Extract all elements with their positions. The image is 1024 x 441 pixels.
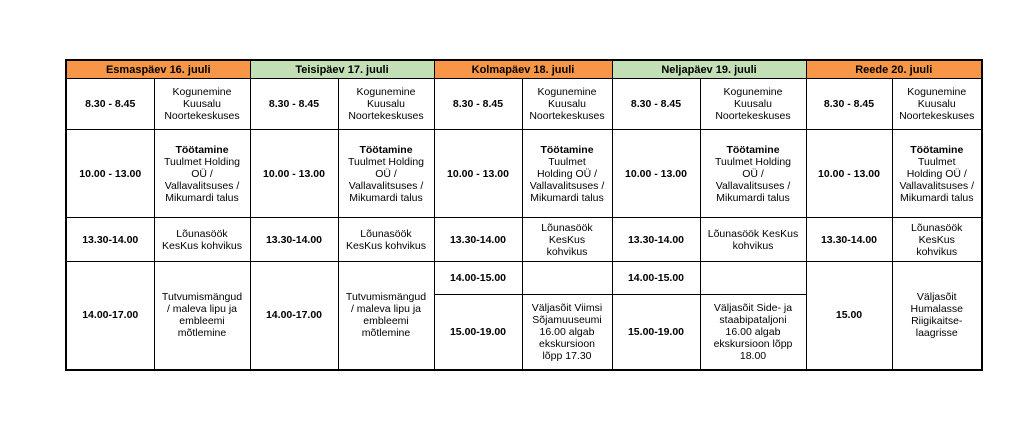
activity-cell: Lõunasöök KesKus kohvikus [700,218,806,262]
time-cell: 10.00 - 13.00 [434,130,522,218]
activity-cell: Kogunemine Kuusalu Noortekeskuses [522,79,612,130]
time-cell: 8.30 - 8.45 [66,79,154,130]
activity-cell: Kogunemine Kuusalu Noortekeskuses [338,79,434,130]
time-cell: 10.00 - 13.00 [66,130,154,218]
activity-cell: Lõunasöök KesKus kohvikus [892,218,982,262]
activity-cell: Lõunasöök KesKus kohvikus [338,218,434,262]
empty-cell [700,262,806,295]
activity-cell: Väljasõit Side- ja staabipataljoni 16.00 algab ekskursioon lõpp 18.00 [700,295,806,370]
activity-cell: Tutvumismängud / maleva lipu ja embleemi mõtlemine [338,262,434,370]
time-cell: 10.00 - 13.00 [806,130,892,218]
time-cell: 8.30 - 8.45 [434,79,522,130]
work-row [66,130,982,218]
afternoon-row [66,262,982,295]
activity-cell: Lõunasöök KesKus kohvikus [522,218,612,262]
activity-cell: Töötamine Tuulmet Holding OÜ / Vallavalitsuses / Mikumardi talus [700,130,806,218]
activity-cell: Kogunemine Kuusalu Noortekeskuses [892,79,982,130]
lunch-row [66,218,982,262]
time-cell: 13.30-14.00 [434,218,522,262]
activity-cell: Töötamine Tuulmet Holding OÜ / Vallavalitsuses / Mikumardi talus [522,130,612,218]
time-cell: 13.30-14.00 [250,218,338,262]
time-cell: 10.00 - 13.00 [612,130,700,218]
day-header-friday: Reede 20. juuli [806,60,982,79]
activity-cell: Töötamine Tuulmet Holding OÜ / Vallavalitsuses / Mikumardi talus [154,130,250,218]
day-header-monday: Esmaspäev 16. juuli [66,60,250,79]
schedule-table [65,59,983,371]
time-cell: 14.00-17.00 [250,262,338,370]
time-cell: 15.00-19.00 [434,295,522,370]
empty-cell [522,262,612,295]
time-cell: 13.30-14.00 [806,218,892,262]
time-cell: 14.00-15.00 [434,262,522,295]
activity-cell: Kogunemine Kuusalu Noortekeskuses [700,79,806,130]
header-row [66,60,982,79]
activity-cell: Tutvumismängud / maleva lipu ja embleemi mõtlemine [154,262,250,370]
day-header-wednesday: Kolmapäev 18. juuli [434,60,612,79]
activity-cell: Väljasõit Viimsi Sõjamuuseumi 16.00 algab ekskursioon lõpp 17.30 [522,295,612,370]
activity-cell: Töötamine Tuulmet Holding OÜ / Vallavalitsuses / Mikumardi talus [892,130,982,218]
time-cell: 8.30 - 8.45 [806,79,892,130]
time-cell: 8.30 - 8.45 [250,79,338,130]
time-cell: 14.00-17.00 [66,262,154,370]
time-cell: 8.30 - 8.45 [612,79,700,130]
activity-cell: Kogunemine Kuusalu Noortekeskuses [154,79,250,130]
gathering-row [66,79,982,130]
time-cell: 15.00-19.00 [612,295,700,370]
activity-cell: Lõunasöök KesKus kohvikus [154,218,250,262]
activity-cell: Väljasõit Humalasse Riigikaitse- laagrisse [892,262,982,370]
time-cell: 13.30-14.00 [66,218,154,262]
time-cell: 10.00 - 13.00 [250,130,338,218]
activity-cell: Töötamine Tuulmet Holding OÜ / Vallavalitsuses / Mikumardi talus [338,130,434,218]
time-cell: 15.00 [806,262,892,370]
day-header-tuesday: Teisipäev 17. juuli [250,60,434,79]
day-header-thursday: Neljapäev 19. juuli [612,60,806,79]
time-cell: 14.00-15.00 [612,262,700,295]
time-cell: 13.30-14.00 [612,218,700,262]
